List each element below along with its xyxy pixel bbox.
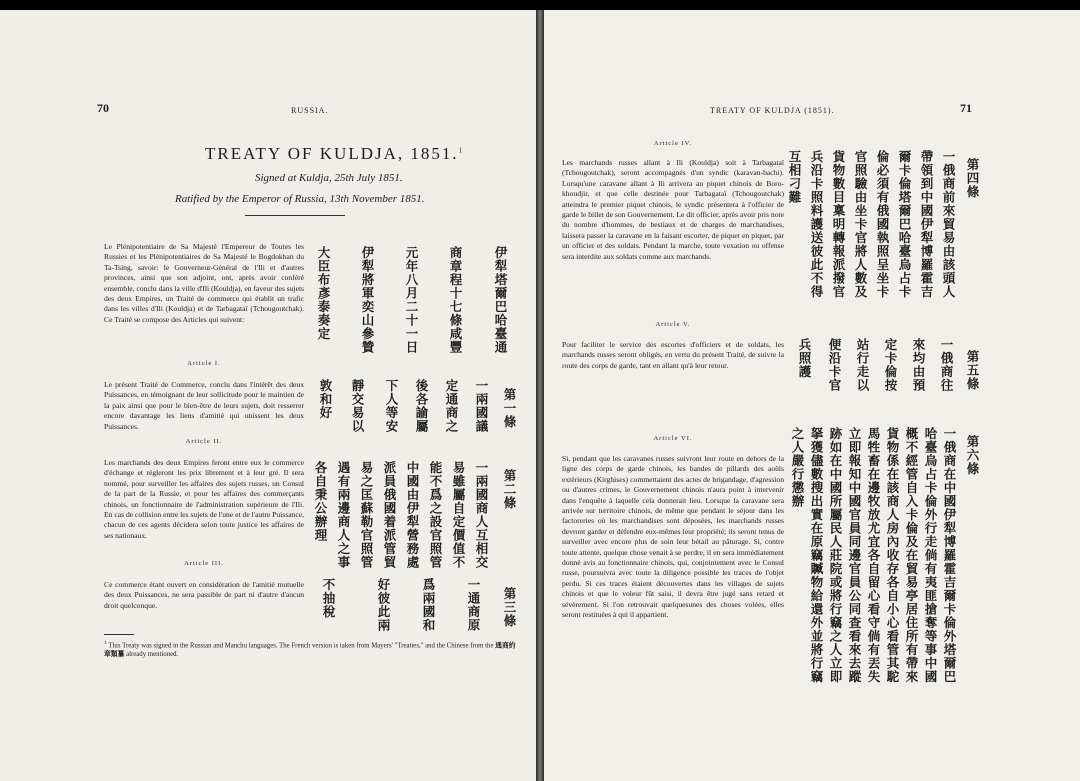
article-6-heading: Article VI. — [653, 435, 693, 442]
treaty-title-text: TREATY OF KULDJA, 1851. — [205, 144, 459, 163]
chinese-art1-col: 靜交易以 — [350, 379, 365, 433]
chinese-art4-col: 帶領到中國伊犁博羅霍吉 — [919, 150, 934, 299]
chinese-art4-col: 兵沿卡照料護送彼此不得 — [809, 150, 824, 299]
article-5-heading: Article V. — [655, 321, 691, 328]
chinese-art3-col: 一通商原 — [466, 578, 481, 632]
chinese-art6-col: 貨物係在該商人房內收存各自小心看管其駝 — [885, 427, 900, 684]
scanner-top-bar — [0, 0, 1080, 10]
chinese-art5-col: 站行走以 — [855, 338, 870, 392]
article-4-text: Les marchands russes allant à Ili (Kouldja) soit à Tarbagataï (Tchougoutchak), seront accompagnés d'un syndic (karavan-bachi). Lorsqu'une caravane allant à Ili arrivera au piquet chinois de Boro-khoudjir, et que celle destinée pour Tarbagataï (Tchougoutchak) atteindra le premier piquet chinois, le syndic présentera à l'officier de garde le billet de son Gouvernement. Le dit officier, après avoir pris note du nombre d'hommes, de bestiaux et de charges de marchandises, laissera passer la caravane en la faisant escorter, de piquet en piquet, par un officier et des soldats. Pendant la marche, toute vexation ou offense sera interdite aux soldats comme aux marchands. — [562, 158, 784, 261]
chinese-art5-col: 第五條 — [965, 350, 980, 391]
chinese-art4-col: 一俄商前來貿易由該頭人 — [941, 150, 956, 299]
chinese-art1-col: 定通商之 — [444, 379, 459, 433]
chinese-art5-col: 兵照護 — [797, 338, 812, 379]
chinese-art1-col: 下人等安 — [384, 379, 399, 433]
article-3-heading: Article III. — [184, 560, 224, 567]
footnote — [104, 639, 522, 659]
chinese-art4-col: 第四條 — [965, 158, 980, 199]
chinese-art2-col: 易雖屬自定價值不 — [451, 461, 466, 569]
title-footnote-mark: 1 — [458, 146, 465, 155]
article-1-text: Le présent Traité de Commerce, conclu dans l'intérêt des deux Puissances, en témoignant de leur sollicitude pour le maintien de la paix ainsi que pour le bien-être de leurs sujets, doit resserrer encore davantage les liens d'amitié qui unissent les deux Puissances. — [104, 380, 304, 431]
chinese-preamble-col: 大臣布彥泰奏定 — [316, 246, 331, 341]
chinese-art6-col: 哈臺烏占卡倫外行走倘有夷匪搶奪等事中國 — [923, 427, 938, 684]
running-head-left: RUSSIA. — [291, 106, 329, 115]
footnote-text-end: already mentioned. — [126, 651, 179, 659]
signed-line: Signed at Kuldja, 25th July 1851. — [255, 172, 403, 184]
chinese-art4-col: 貨物數目稟明轉報派撥官 — [831, 150, 846, 299]
article-3-text: Ce commerce étant ouvert en considération de l'amitié mutuelle des deux Puissances, ne sera passible de part ni d'autre d'aucun droit quelconque. — [104, 580, 304, 610]
chinese-art2-col: 各自秉公辦理 — [313, 461, 328, 542]
chinese-art5-col: 定卡倫按 — [883, 338, 898, 392]
chinese-art6-col: 一俄商在中國伊犁博羅霍吉爾卡倫外塔爾巴 — [942, 427, 957, 684]
article-5-text: Pour faciliter le service des escortes d'officiers et de soldats, les marchands russes seront obligés, en vertu du présent Traité, de suivre la route des corps de garde, tant en allant qu'à leur retour. — [562, 340, 784, 370]
chinese-art1-col: 一兩國議 — [474, 379, 489, 433]
article-2-text: Les marchands des deux Empires feront entre eux le commerce d'échange et régleront les prix librement et à leur gré. Il sera nommé, pour surveiller les affaires des sujets russes, un Consul de la part de la Russie, et pour les affaires des commerçants chinois, un fonctionnaire de l'administration supérieure de l'Ili. En cas de collision entre les sujets de l'une et de l'autre Puissance, chacun de ces agents décidera selon toute justice les affaires de ses nationaux. — [104, 458, 304, 540]
chinese-art6-col: 概不經管自入卡倫及在貿易亭居住所有帶來 — [904, 427, 919, 684]
chinese-art5-col: 來均由預 — [911, 338, 926, 392]
chinese-art4-col: 倫必須有俄國執照呈坐卡 — [875, 150, 890, 299]
chinese-art3-col: 爲兩國和 — [421, 578, 436, 632]
title-rule — [245, 215, 345, 216]
chinese-art3-col: 第三條 — [502, 587, 517, 628]
left-page — [0, 10, 536, 781]
chinese-preamble-col: 伊犁將軍奕山參贊 — [360, 246, 375, 354]
running-head-right: TREATY OF KULDJA (1851). — [710, 106, 835, 115]
chinese-art5-col: 便沿卡官 — [827, 338, 842, 392]
footnote-rule — [104, 634, 134, 635]
chinese-preamble-col: 元年八月二十一日 — [404, 246, 419, 354]
chinese-art3-col: 好彼此兩 — [376, 578, 391, 632]
book-gutter — [536, 10, 544, 781]
page-number-left: 70 — [97, 101, 109, 115]
article-2-heading: Article II. — [185, 438, 223, 445]
article-6-text: Si, pendant que les caravanes russes suivront leur route en dehors de la ligne des corps de garde chinois, les bandes de pillards des aoûls extérieurs (Kirghises) commettaient des actes de brigandage, d'agression ou d'autres crimes, le Gouvernement chinois n'aura point à intervenir dans l'enquête à laquelle cela donnerait lieu. Lorsque la caravane sera arrivée sur territoire chinois, de même que pendant le séjour dans les factoreries où les marchandises sont déposées, les marchands russes devront garder et défendre eux-mêmes leur propriété; ils seront tenus de surveiller avec encore plus de soin leur bétail au pâturage. Si, contre toute attente, quelque chose venait à se perdre, il en sera immédiatement donné avis au fonctionnaire chinois, qui, conjointement avec le Consul russe, poursuivra avec toute la diligence possible les traces de l'objet perdu. Si ces traces étaient découvertes dans les villages de sujets chinois et que le voleur fût saisi, il devra être jugé sans retard et sévèrement. Si l'on retrouvait quelquesunes des choses volées, elles seront restituées à qui il appartient. — [562, 454, 784, 620]
chinese-art2-col: 能不爲之設官照管 — [428, 461, 443, 569]
chinese-art6-col: 跡如在中國所屬民人莊院或將行竊之人立即 — [828, 427, 843, 684]
article-4-heading: Article IV. — [653, 140, 693, 147]
page-number-right: 71 — [960, 101, 972, 115]
right-page — [544, 10, 1080, 781]
chinese-preamble-col: 伊犁塔爾巴哈臺通 — [493, 246, 508, 354]
chinese-art4-col: 爾卡倫塔爾巴哈臺烏占卡 — [897, 150, 912, 299]
chinese-art6-col: 之人嚴行懲辦 — [790, 427, 805, 508]
chinese-art4-col: 官照驗由坐卡官將人數及 — [853, 150, 868, 299]
chinese-preamble-col: 商章程十七條咸豐 — [448, 246, 463, 354]
chinese-art2-col: 派員俄國着派管貿 — [382, 461, 397, 569]
preamble-text: Le Plénipotentiaire de Sa Majesté l'Empereur de Toutes les Russies et les Plénipotentiaires de Sa Majesté le Bogdokhan du Ta-Tsing, savoir: le Gouverneur-Général de l'Ili et d'autres provinces, ainsi que son adjoint, ont, après avoir conféré ensemble, conclu dans la ville d'Ili (Kouldja), en faveur des sujets des deux Empires, un Traité de commerce qui établit un trafic dans les villes d'Ili (Kouldja) et de Tarbagataï (Tchougoutchak). Ce Traité se compose des Articles qui suivent: — [104, 242, 305, 324]
ratified-line: Ratified by the Emperor of Russia, 13th November 1851. — [175, 193, 425, 205]
footnote-chinese-title: 通商約章類纂 — [104, 641, 516, 659]
chinese-art2-col: 遇有兩邊商人之事 — [336, 461, 351, 569]
chinese-art2-col: 第二條 — [502, 469, 517, 510]
chinese-art2-col: 一兩國商人互相交 — [474, 461, 489, 569]
chinese-art3-col: 不抽稅 — [321, 578, 336, 619]
chinese-art1-col: 後各諭屬 — [414, 379, 429, 433]
chinese-art6-col: 馬牲畜在邊牧放尤宜各自留心看守倘有丟失 — [866, 427, 881, 684]
chinese-art4-col: 互相刁難 — [787, 150, 802, 204]
chinese-art2-col: 中國由伊犁營務處 — [405, 461, 420, 569]
chinese-art5-col: 一俄商往 — [939, 338, 954, 392]
footnote-number: 1 — [104, 640, 107, 646]
treaty-title — [205, 144, 464, 164]
footnote-text: This Treaty was signed in the Russian and Manchu languages. The French version is taken from Mayers' "Treaties," and the Chinese from the — [108, 642, 494, 650]
chinese-art2-col: 易之匡蘇勒官照管 — [359, 461, 374, 569]
chinese-art6-col: 立即報知中國官員同邊官員公同查看來去蹤 — [847, 427, 862, 684]
article-1-heading: Article I. — [187, 360, 221, 367]
chinese-art6-col: 第六條 — [965, 435, 980, 476]
chinese-art6-col: 拏獲儘數搜出實在原竊贓物給還外並將行竊 — [809, 427, 824, 684]
chinese-art1-col: 第一條 — [502, 388, 517, 429]
chinese-art1-col: 敦和好 — [318, 379, 333, 420]
